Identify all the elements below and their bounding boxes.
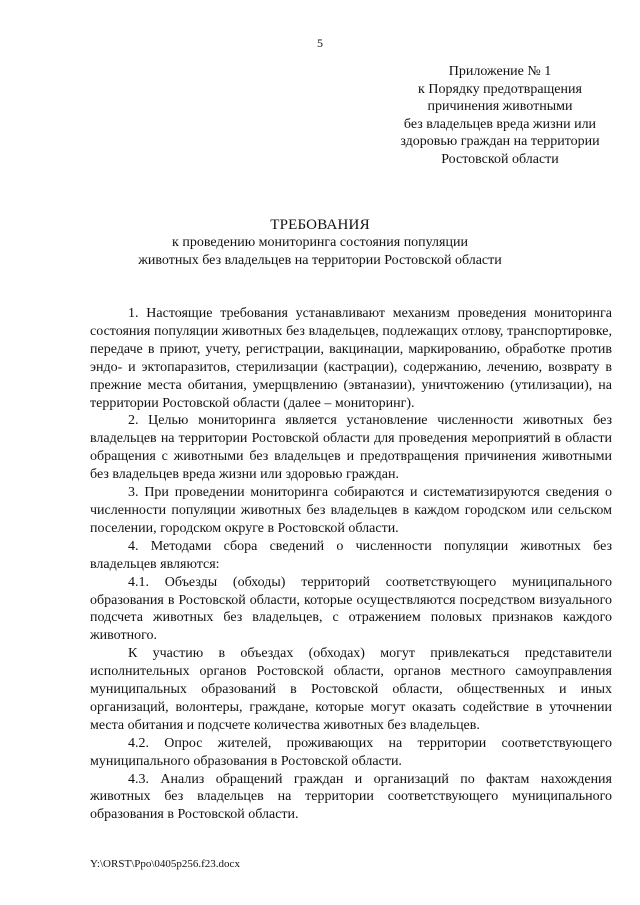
appendix-line: Ростовской области — [441, 151, 559, 167]
document-title-block — [60, 216, 580, 270]
paragraph: 4.3. Анализ обращений граждан и организаций по фактам нахождения животных без владельцев на территории соответствующего муниципального образования в Ростовской области. — [90, 771, 612, 823]
file-path-footer: Y:\ORST\Ppo\0405p256.f23.docx — [90, 858, 240, 870]
document-subtitle-line: животных без владельцев на территории Ростовской области — [138, 253, 502, 268]
document-body — [90, 305, 612, 824]
document-subtitle-line: к проведению мониторинга состояния популяции — [172, 235, 468, 250]
appendix-line: здоровью граждан на территории — [400, 134, 600, 149]
paragraph: 2. Целью мониторинга является установление численности животных без владельцев на территории Ростовской области для проведения мероприятий в области обращения с животными без владельцев и предотвращения причинения животными без владельцев вреда жизни или здоровью граждан. — [90, 413, 612, 483]
document-title: ТРЕБОВАНИЯ — [270, 217, 370, 233]
appendix-line: Приложение № 1 — [448, 64, 552, 79]
page-number: 5 — [317, 36, 323, 50]
paragraph: 3. При проведении мониторинга собираются и систематизируются сведения о численности популяции животных без владельцев в каждом городском или сельском поселении, городском округе в Ростовской области. — [90, 485, 612, 536]
paragraph: 4. Методами сбора сведений о численности популяции животных без владельцев являются: — [90, 538, 612, 572]
paragraph: К участию в объездах (обходах) могут привлекаться представители исполнительных органов Ростовской области, органов местного самоуправления муниципальных образований в Ростовской области, общественных и иных организаций, волонтеры, граждане, которые могут оказать содействие в уточнении места обитания и подсчете количества животных без владельцев. — [90, 646, 612, 733]
appendix-line: причинения животными — [427, 99, 573, 114]
paragraph: 4.2. Опрос жителей, проживающих на территории соответствующего муниципального образования в Ростовской области. — [90, 735, 612, 769]
appendix-header — [380, 63, 620, 168]
paragraph: 1. Настоящие требования устанавливают механизм проведения мониторинга состояния популяции животных без владельцев, подлежащих отлову, транспортировке, передаче в приют, учету, регистрации, вакцинации, маркированию, обработке против эндо- и эктопаразитов, стерилизации (кастрации), содержанию, лечению, возврату в прежние места обитания, умерщвлению (эвтаназии), уничтожению (утилизации), на территории Ростовской области (далее – мониторинг). — [90, 306, 612, 411]
appendix-line: к Порядку предотвращения — [418, 81, 582, 97]
appendix-line: без владельцев вреда жизни или — [403, 116, 597, 132]
paragraph: 4.1. Объезды (обходы) территорий соответствующего муниципального образования в Ростовской области, которые осуществляются посредством визуального подсчета животных без владельцев, с отражением половых признаков каждого животного. — [90, 574, 612, 644]
